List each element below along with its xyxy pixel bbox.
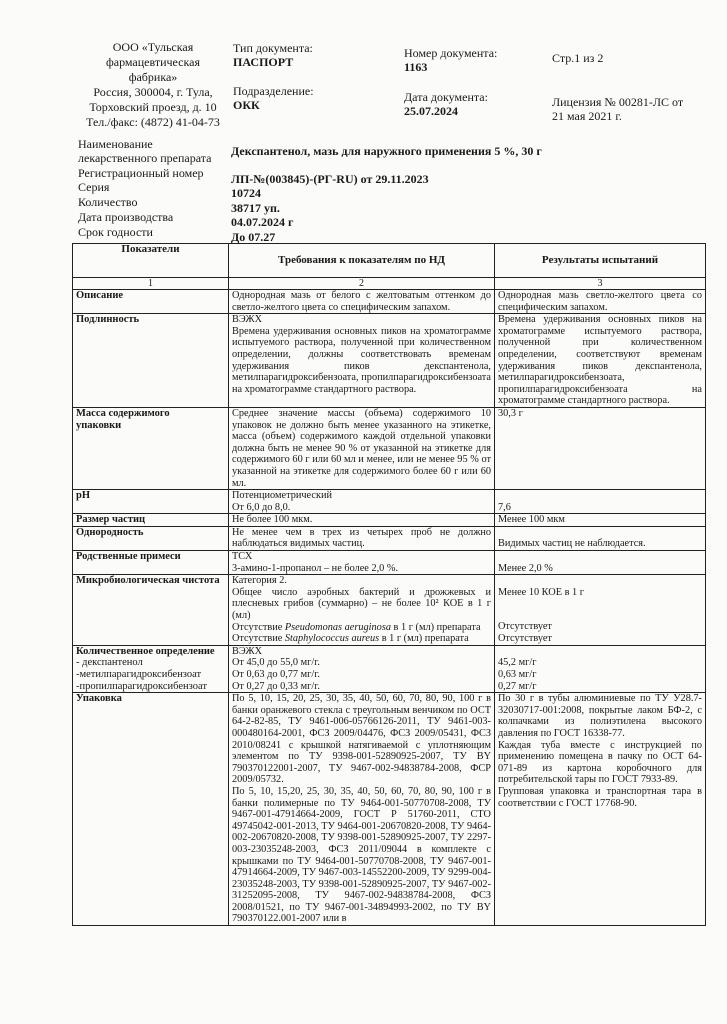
- quantity-label: Количество: [78, 195, 138, 209]
- res-ph: 7,6: [495, 490, 706, 514]
- table-row-ph: [73, 490, 706, 514]
- table-row-assay: [73, 645, 706, 692]
- table-row-description: [73, 290, 706, 314]
- doc-date-label: Дата документа:: [404, 90, 488, 104]
- res-micro-staphylococcus: Отсутствует: [498, 633, 552, 645]
- req-mass: Среднее значение массы (объема) содержимого 10 упаковок не должно быть менее указанного на этикетке, масса (объем) содержимого каждой отдельной упаковки должна быть не менее 90 % от указанной на этикетке для содержимого 60 г или 60 мл и менее, или не менее 95 % от указанной на этикетке для содержимого более 60 г или 60 мл.: [229, 407, 495, 489]
- req-micro-pseudomonas: Отсутствие Pseudomonas aeruginosa в 1 г (мл) препарата: [232, 621, 481, 633]
- row-label-impurities: Родственные примеси: [73, 551, 229, 575]
- row-label-mass-1: Масса содержимого: [76, 407, 170, 419]
- department-value: ОКК: [233, 98, 260, 112]
- header-indicators: Показатели: [73, 244, 229, 278]
- series-value: 10724: [231, 186, 261, 200]
- company-block: [78, 40, 228, 130]
- product-name-label-1: Наименование: [78, 137, 153, 151]
- row-label-assay: Количественное определение: [76, 645, 215, 657]
- res-packaging-transport: Групповая упаковка и транспортная тара в соответствии с ГОСТ 17768-90.: [498, 785, 702, 809]
- res-assay-propylparaben: 0,27 мг/г: [498, 680, 537, 692]
- reg-number-value: ЛП-№(003845)-(РГ-RU) от 29.11.2023: [231, 172, 429, 186]
- page-number: Стр.1 из 2: [552, 51, 604, 65]
- req-particle: Не более 100 мкм.: [229, 514, 495, 527]
- req-micro-staphylococcus: Отсутствие Staphylococcus aureus в 1 г (мл) препарата: [232, 633, 469, 645]
- table-header-row: [73, 244, 706, 278]
- column-number-3: 3: [495, 278, 706, 290]
- product-name-value: Декспантенол, мазь для наружного применения 5 %, 30 г: [231, 144, 542, 158]
- production-date-label: Дата производства: [78, 210, 174, 224]
- res-micro-pseudomonas: Отсутствует: [498, 621, 552, 633]
- res-impurities: Менее 2,0 %: [495, 551, 706, 575]
- test-results-table: [72, 243, 706, 926]
- req-description: Однородная мазь от белого с желтоватым оттенком до светло-желтого цвета со специфическим запахом.: [229, 290, 495, 314]
- req-homogeneity: Не менее чем в трех из четырех проб не должно наблюдаться видимых частиц.: [229, 526, 495, 550]
- reg-number-label: Регистрационный номер: [78, 166, 204, 180]
- department-label: Подразделение:: [233, 84, 314, 98]
- row-label-micro: Микробиологическая чистота: [73, 575, 229, 646]
- req-micro-category: Категория 2.: [232, 575, 287, 587]
- req-packaging-polymer: По 5, 10, 15,20, 25, 30, 35, 40, 50, 60, 70, 80, 90, 100 г в банки полимерные по ТУ 9464-001-50770708-2008, ТУ 9467-001-47914664-2009, ГОСТ Р 51760-2011, СТО 49745042-001-2013, ТУ 9464-001-20670820-2008, ТУ 9464-002-20670820-2008, ТУ 9398-001-52890925-2007, ТУ 2297-003-23035248-2003, ФСЗ 2011/09044 в комплекте с крышками по ТУ 9464-001-50770708-2008, ТУ 9467-001-47914664-2009, ТУ 9467-003-14552200-2009, ТУ 9299-004-23035248-2003, ТУ 9398-001-52890925-2007, ТУ 9467-002-31252095-2008, ТУ 9467-002-94838784-2008, ФСЗ 2008/01521, по ТУ 9467-001-34894993-2002, по ТУ BY 790370122.001-2007 или в: [232, 785, 491, 925]
- req-assay-methylparaben: От 0,63 до 0,77 мг/г.: [232, 669, 320, 680]
- company-name-line1: ООО «Тульская: [112, 40, 194, 54]
- res-particle: Менее 100 мкм: [495, 514, 706, 527]
- table-row-identity: [73, 314, 706, 408]
- product-name-label-2: лекарственного препарата: [78, 151, 212, 165]
- res-assay-dexpanthenol: 45,2 мг/г: [498, 657, 537, 669]
- expiry-value: До 07.27: [231, 230, 276, 244]
- res-identity: Времена удерживания основных пиков на хроматограмме испытуемого раствора, полученной при количественном определении, соответствуют временам удерживания пиков декспантенола, метилпарагидроксибензоата, пропилпарагидроксибензоата на хроматограмме стандартного раствора.: [495, 314, 706, 408]
- series-label: Серия: [78, 180, 110, 194]
- company-address-line2: Торховский проезд, д. 10: [89, 100, 217, 114]
- req-identity-method: ВЭЖХ: [232, 314, 263, 326]
- res-micro-total: Менее 10 КОЕ в 1 г: [498, 586, 584, 598]
- req-ph-range: От 6,0 до 8,0.: [232, 501, 291, 513]
- res-packaging-box: Каждая туба вместе с инструкцией по применению помещена в пачку по ОСТ 64-071-89 из картона коробочного для потребительской тары по ГОСТ 7933-89.: [498, 739, 702, 786]
- res-assay-methylparaben: 0,63 мг/г: [498, 669, 537, 680]
- row-label-packaging: Упаковка: [73, 693, 229, 926]
- row-label-mass-2: упаковки: [76, 419, 122, 431]
- header-requirements: Требования к показателям по НД: [229, 244, 495, 278]
- req-ph-method: Потенциометрический: [232, 490, 332, 502]
- res-mass: 30,3 г: [495, 407, 706, 489]
- doc-number-value: 1163: [404, 60, 428, 74]
- row-label-description: Описание: [73, 290, 229, 314]
- doc-type-label: Тип документа:: [233, 41, 313, 55]
- table-row-homogeneity: [73, 526, 706, 550]
- header-results: Результаты испытаний: [495, 244, 706, 278]
- res-packaging-tube: По 30 г в тубы алюминиевые по ТУ У28.7-32030717-001:2008, покрытые лаком БФ-2, с колпачками из полиэтилена высокого давления по ГОСТ 16338-77.: [498, 693, 702, 739]
- req-identity-text: Времена удерживания основных пиков на хроматограмме испытуемого раствора, полученной при количественном определении, должны соответствовать временам удерживания пиков декспантенола, метилпарагидроксибензоата, пропилпарагидроксибензоата на хроматограмме стандартного раствора.: [232, 325, 491, 395]
- table-number-row: [73, 278, 706, 290]
- row-label-particle: Размер частиц: [73, 514, 229, 527]
- req-packaging-glass: По 5, 10, 15, 20, 25, 30, 35, 40, 50, 60, 70, 80, 90, 100 г в банки оранжевого стекла с треугольным венчиком по ОСТ 64-2-82-85, ТУ 9461-006-05766126-2011, ТУ 9461-003-000480164-2001, ФСЗ 2009/04476, ФСЗ 2009/05431, ФСЗ 2010/08241 с крышкой натягиваемой с уплотняющим элементом по ТУ 9398-001-52890925-2007, ТУ BY 790370122001-2007, ТУ 9467-002-94838784-2008, ФСР 2009/05732.: [232, 693, 491, 786]
- license-line1: Лицензия № 00281-ЛС от: [552, 95, 684, 109]
- req-assay-method: ВЭЖХ: [232, 645, 263, 657]
- license-line2: 21 мая 2021 г.: [552, 109, 622, 123]
- production-date-value: 04.07.2024 г: [231, 215, 294, 229]
- assay-dexpanthenol-label: - декспантенол: [76, 657, 143, 669]
- table-row-impurities: [73, 551, 706, 575]
- req-impurities-limit: 3-амино-1-пропанол – не более 2,0 %.: [232, 562, 399, 574]
- company-name-line3: фабрика»: [128, 70, 178, 84]
- table-row-mass: [73, 407, 706, 489]
- company-phone: Тел./факс: (4872) 41-04-73: [86, 115, 220, 129]
- table-row-packaging: [73, 693, 706, 926]
- res-homogeneity: Видимых частиц не наблюдается.: [495, 526, 706, 550]
- doc-type-value: ПАСПОРТ: [233, 55, 294, 69]
- assay-propylparaben-label: -пропилпарагидроксибензоат: [76, 680, 207, 692]
- row-label-identity: Подлинность: [73, 314, 229, 408]
- req-impurities-method: ТСХ: [232, 551, 253, 563]
- row-label-ph: pH: [73, 490, 229, 514]
- company-address-line1: Россия, 300004, г. Тула,: [93, 85, 213, 99]
- column-number-2: 2: [229, 278, 495, 290]
- expiry-label: Срок годности: [78, 225, 153, 239]
- req-micro-total: Общее число аэробных бактерий и дрожжевых и плесневых грибов (суммарно) – не более 10² КОЕ в 1 г (мл): [232, 586, 491, 622]
- table-row-micro: [73, 575, 706, 646]
- column-number-1: 1: [73, 278, 229, 290]
- doc-number-label: Номер документа:: [404, 46, 498, 60]
- req-assay-propylparaben: От 0,27 до 0,33 мг/г.: [232, 680, 320, 692]
- quantity-value: 38717 уп.: [231, 201, 280, 215]
- doc-date-value: 25.07.2024: [404, 104, 458, 118]
- company-name-line2: фармацевтическая: [105, 55, 201, 69]
- req-assay-dexpanthenol: От 45,0 до 55,0 мг/г.: [232, 657, 320, 669]
- assay-methylparaben-label: -метилпарагидроксибензоат: [76, 669, 202, 680]
- row-label-homogeneity: Однородность: [73, 526, 229, 550]
- res-description: Однородная мазь светло-желтого цвета со специфическим запахом.: [495, 290, 706, 314]
- table-row-particle: [73, 514, 706, 527]
